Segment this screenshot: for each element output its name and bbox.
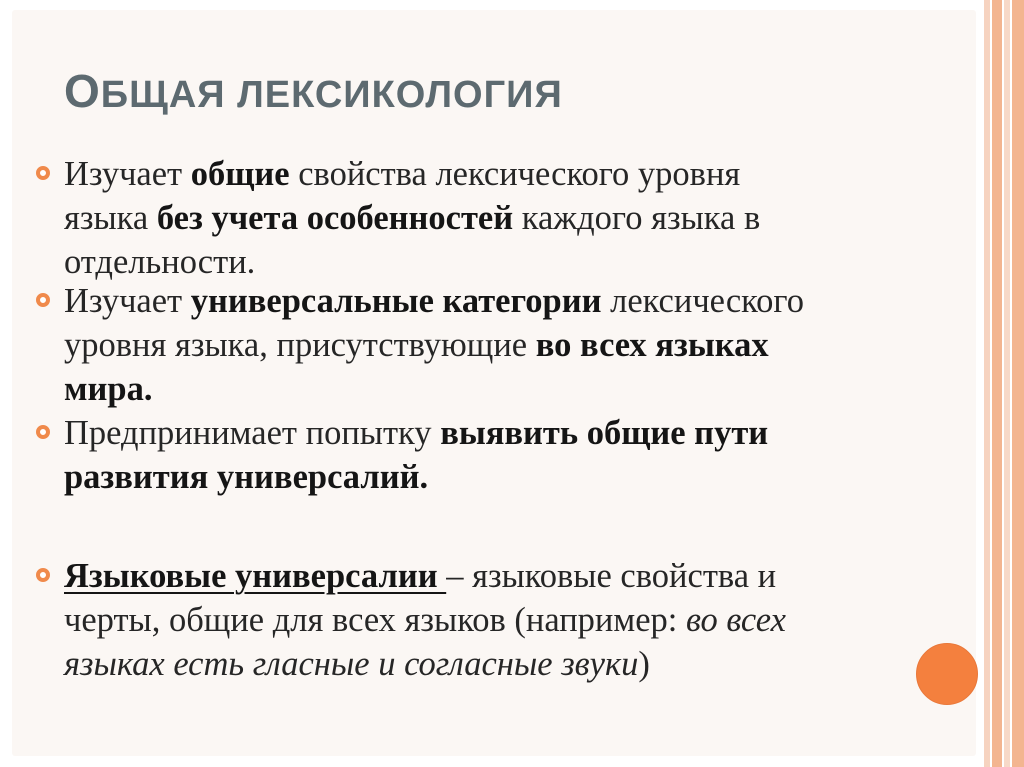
bullet-text-segment: универсальные категории	[190, 282, 602, 320]
bullet-text-segment: )	[638, 645, 650, 683]
bullet-text-segment: Предпринимает попытку	[64, 414, 441, 452]
slide-title	[64, 64, 563, 118]
bullet-text-4	[64, 554, 984, 686]
bullet-text-segment: мира.	[64, 370, 153, 408]
slide-title-rest: БЩАЯ ЛЕКСИКОЛОГИЯ	[100, 74, 563, 116]
decor-stripe-2	[992, 0, 1002, 767]
bullet-ring-icon	[36, 425, 50, 439]
bullet-text-segment: – языковые свойства и	[446, 557, 777, 595]
decor-orange-circle	[916, 643, 978, 705]
bullet-text-segment: общие	[190, 155, 290, 193]
decor-stripe-3	[1004, 0, 1010, 767]
decor-stripe-4	[1012, 0, 1024, 767]
bullet-text-segment: языка	[64, 199, 157, 237]
bullet-text-segment: без учета особенностей	[156, 199, 514, 237]
bullet-text-segment: во всех языках	[535, 326, 769, 364]
bullet-text-1	[64, 152, 984, 284]
bullet-ring-icon	[36, 293, 50, 307]
bullet-ring-icon	[36, 166, 50, 180]
bullet-text-segment: Языковые универсалии	[64, 557, 447, 595]
bullet-text-3	[64, 411, 984, 499]
bullet-text-segment: каждого языка в	[513, 199, 761, 237]
bullet-text-segment: Изучает	[64, 155, 191, 193]
bullet-text-segment: выявить общие пути	[440, 414, 769, 452]
bullet-text-segment: отдельности.	[64, 243, 256, 281]
bullet-text-segment: Изучает	[64, 282, 191, 320]
bullet-text-segment: лексического	[601, 282, 804, 320]
decor-stripe-1	[984, 0, 990, 767]
bullet-ring-icon	[36, 568, 50, 582]
bullet-text-segment: во всех	[686, 601, 786, 639]
slide-title-initial: О	[64, 65, 101, 117]
bullet-text-segment: уровня языка, присутствующие	[64, 326, 536, 364]
bullet-text-segment: черты, общие для всех языков (например:	[64, 601, 686, 639]
bullet-text-segment: свойства лексического уровня	[289, 155, 741, 193]
bullet-text-segment: развития универсалий.	[64, 458, 429, 496]
bullet-text-2	[64, 279, 984, 411]
bullet-text-segment: языках есть гласные и согласные звуки	[64, 645, 639, 683]
